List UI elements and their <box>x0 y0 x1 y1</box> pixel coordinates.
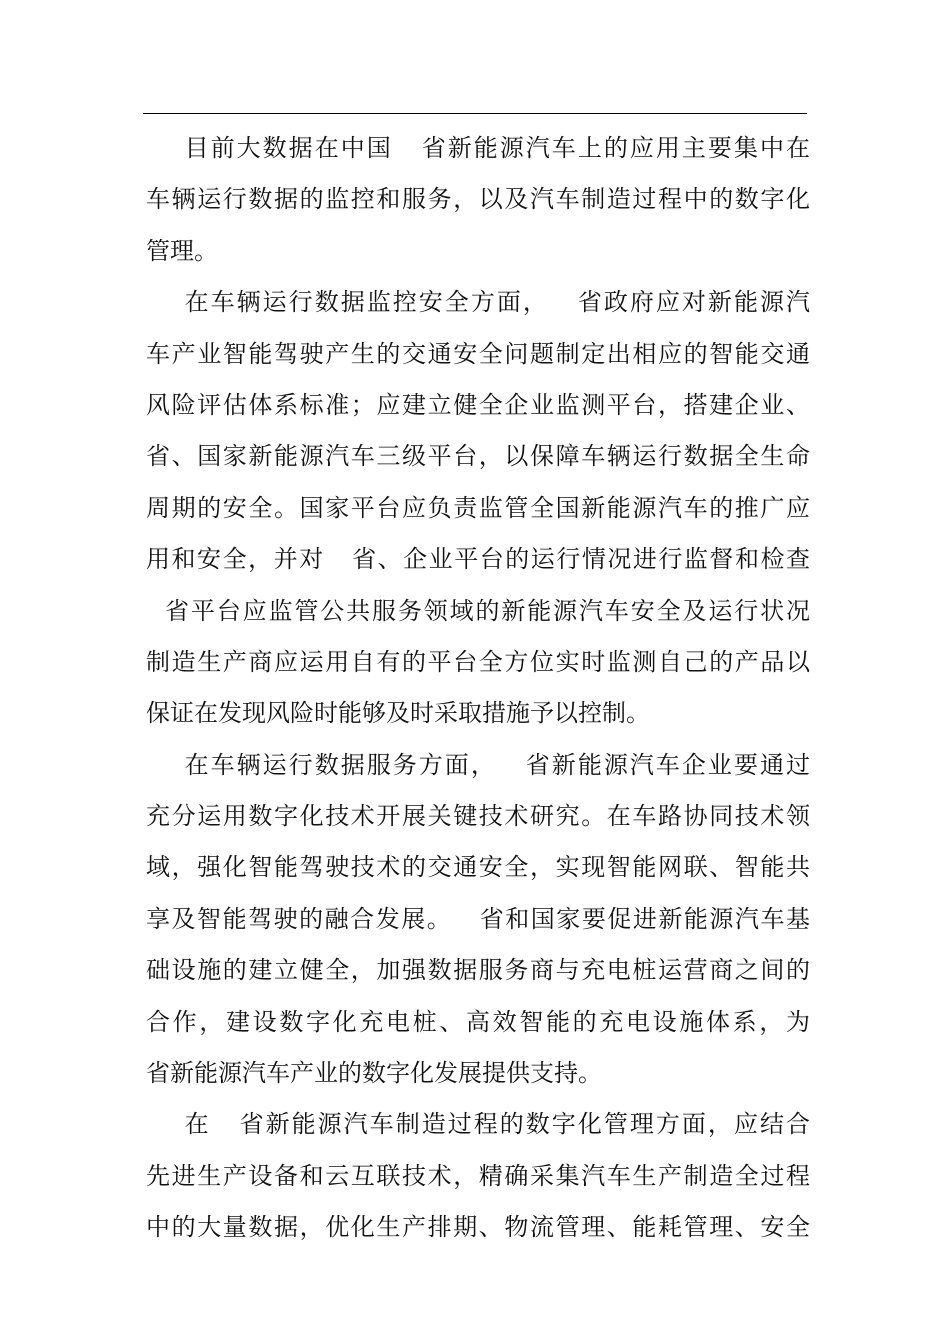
text-line: 充分运用数字化技术开展关键技术研究。在车路协同技术领 <box>146 802 810 831</box>
text-line: 在车辆运行数据监控安全方面， 省政府应对新能源汽 <box>146 288 810 317</box>
text-line: 周期的安全。国家平台应负责监管全国新能源汽车的推广应 <box>146 493 810 522</box>
text-line: 风险评估体系标准；应建立健全企业监测平台，搭建企业、 <box>146 390 810 419</box>
text-line: 在车辆运行数据服务方面， 省新能源汽车企业要通过 <box>146 750 810 779</box>
text-line: 合作，建设数字化充电桩、高效智能的充电设施体系，为 <box>146 1007 810 1036</box>
text-line: 车产业智能驾驶产生的交通安全问题制定出相应的智能交通 <box>146 339 810 368</box>
text-line: 先进生产设备和云互联技术，精确采集汽车生产制造全过程 <box>146 1161 810 1190</box>
text-line: 享及智能驾驶的融合发展。 省和国家要促进新能源汽车基 <box>146 904 810 933</box>
text-line: 保证在发现风险时能够及时采取措施予以控制。 <box>146 699 650 728</box>
text-line: 中的大量数据，优化生产排期、物流管理、能耗管理、安全 <box>146 1213 810 1242</box>
text-line: 用和安全，并对 省、企业平台的运行情况进行监督和检查 <box>146 545 810 574</box>
text-line: 省、国家新能源汽车三级平台，以保障车辆运行数据全生命 <box>146 442 810 471</box>
body-text <box>146 123 810 1254</box>
text-line: 础设施的建立健全，加强数据服务商与充电桩运营商之间的 <box>146 956 810 985</box>
text-line: 在 省新能源汽车制造过程的数字化管理方面，应结合 <box>146 1110 810 1139</box>
header-rule <box>143 113 807 114</box>
text-line: 省新能源汽车产业的数字化发展提供支持。 <box>146 1059 602 1088</box>
text-line: 管理。 <box>146 236 218 265</box>
text-line: 车辆运行数据的监控和服务，以及汽车制造过程中的数字化 <box>146 185 810 214</box>
text-line: 省平台应监管公共服务领域的新能源汽车安全及运行状况 <box>146 596 810 625</box>
text-line: 域，强化智能驾驶技术的交通安全，实现智能网联、智能共 <box>146 853 810 882</box>
text-line: 制造生产商应运用自有的平台全方位实时监测自己的产品以 <box>146 647 810 676</box>
text-line: 目前大数据在中国 省新能源汽车上的应用主要集中在 <box>146 134 810 162</box>
